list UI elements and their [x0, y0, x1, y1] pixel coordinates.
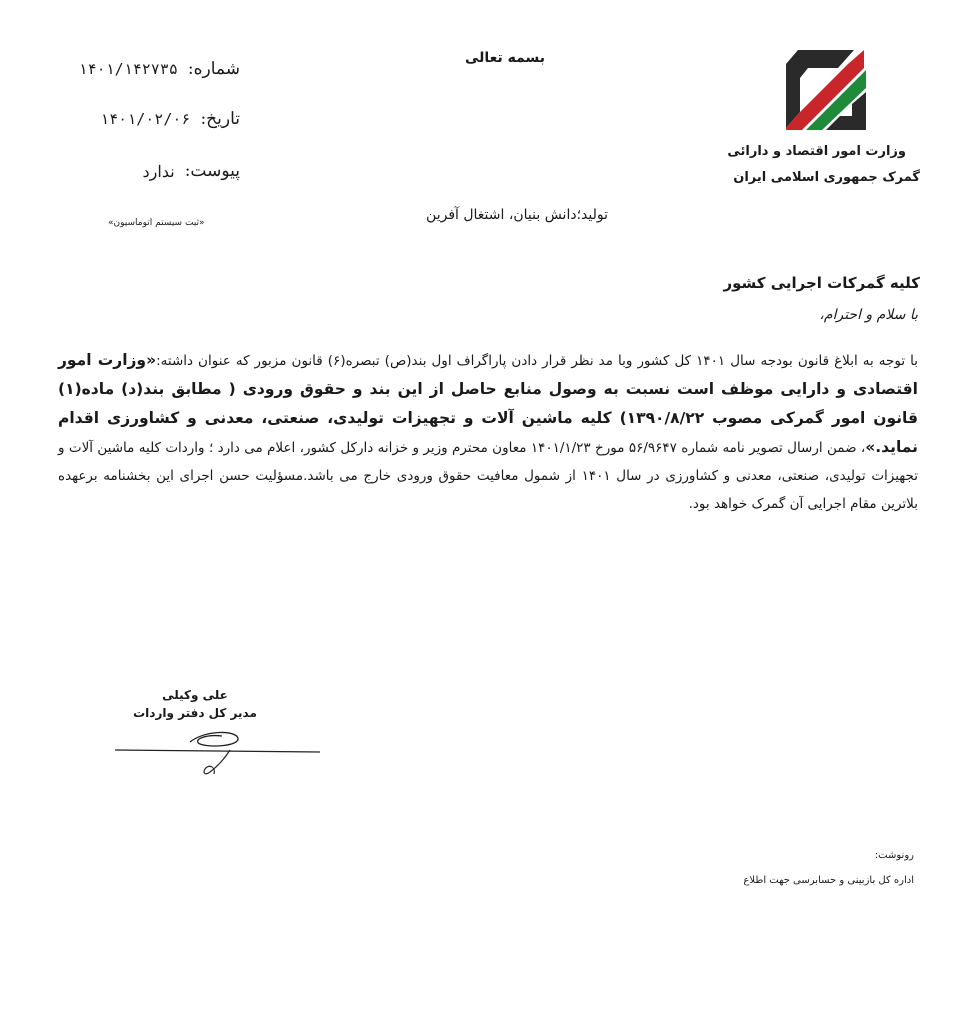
- signer-name: علی وکیلی: [162, 688, 228, 702]
- greeting: با سلام و احترام،: [819, 307, 918, 323]
- customs-name: گمرک جمهوری اسلامی ایران: [733, 170, 920, 185]
- invocation-heading: بسمه تعالی: [464, 50, 546, 66]
- letter-body: [58, 346, 918, 518]
- recipient: کلیه گمرکات اجرایی کشور: [723, 274, 920, 292]
- body-intro: با توجه به ابلاغ قانون بودجه سال ۱۴۰۱ کل کشور وبا مد نظر قرار دادن پاراگراف اول بند(ص) تبصره(۶) قانون مزبور که عنوان داشته:: [156, 353, 918, 369]
- letter-date-label: تاریخ:: [200, 109, 240, 129]
- letter-number-value: ۱۴۰۱/۱۴۲۷۳۵: [78, 60, 178, 78]
- cc-recipient: اداره کل بازبینی و حسابرسی جهت اطلاع: [743, 875, 914, 886]
- body-emphasis: «وزارت امور اقتصادی و دارایی موظف است نسبت به وصول منابع حاصل از این بند و حقوق ورودی ( مطابق بند(د) ماده(۱) قانون امور گمرکی مصوب ۱۳۹۰/۸/۲۲) کلیه ماشین آلات و تجهیزات تولیدی، صنعتی، معدنی و کشاورزی اقدام نماید.»: [58, 351, 919, 456]
- letter-attachment-value: ندارد: [142, 161, 175, 181]
- letter-date: [40, 106, 240, 132]
- letter-date-value: ۱۴۰۱/۰۲/۰۶: [100, 110, 191, 128]
- customs-logo: [778, 42, 874, 138]
- cc-label: رونوشت:: [874, 850, 914, 861]
- ministry-name: وزارت امور اقتصاد و دارائی: [727, 144, 906, 159]
- signer-title: مدیر کل دفتر واردات: [133, 706, 257, 720]
- year-slogan: تولید؛دانش بنیان، اشتغال آفرین: [426, 207, 608, 223]
- body-rest: ، ضمن ارسال تصویر نامه شماره ۵۶/۹۶۴۷ مورخ ۱۴۰۱/۱/۲۳ معاون محترم وزیر و خزانه دارکل کشور، اعلام می دارد ؛ واردات کلیه ماشین آلات و تجهیزات تولیدی، صنعتی، معدنی و کشاورزی در سال ۱۴۰۱ از شمول معافیت حقوق ورودی خارج می باشد.مسؤلیت حسن اجرای این بخشنامه برعهده بلاترین مقام اجرایی آن گمرک خواهد بود.: [58, 440, 918, 512]
- signer-block: [95, 686, 295, 722]
- letter-number-label: شماره:: [187, 59, 240, 79]
- handwritten-signature: [110, 722, 330, 782]
- letter-attachment-label: پیوست:: [184, 161, 240, 181]
- letter-number: [40, 56, 240, 82]
- letter-attachment: [40, 158, 240, 184]
- auto-registration-note: «ثبت سیستم اتوماسیون»: [108, 218, 205, 228]
